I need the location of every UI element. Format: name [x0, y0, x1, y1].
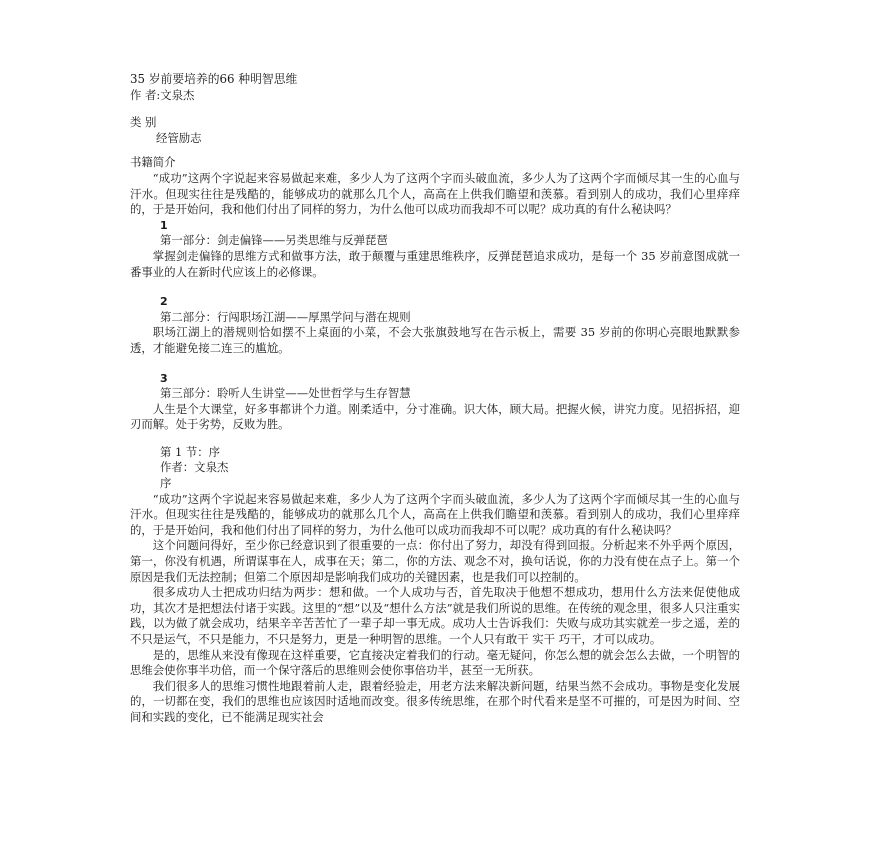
body-paragraph: 这个问题问得好，至少你已经意识到了很重要的一点：你付出了努力，却没有得到回报。分析起来不外乎两个原因，第一，你没有机遇，所谓谋事在人，成事在天；第二，你的方法、观念不对，换句话说，你的力没有使在点子上。第一个原因是我们无法控制；但第二个原因却是影响我们成功的关键因素，也是我们可以控制的。	[130, 538, 740, 584]
intro-heading: 书籍简介	[130, 155, 176, 170]
section-heading: 第 1 节：序	[160, 444, 221, 459]
section-label: 序	[160, 476, 172, 491]
part-title: 第三部分：聆听人生讲堂——处世哲学与生存智慧	[160, 386, 411, 401]
category-value: 经管励志	[156, 130, 202, 145]
document-page	[130, 72, 740, 726]
body-paragraph: 是的，思维从来没有像现在这样重要，它直接决定着我们的行动。毫无疑问，你怎么想的就会怎么去做，一个明智的思维会使你事半功倍，而一个保守落后的思维则会使你事倍功半，甚至一无所获。	[130, 647, 740, 678]
part-text: 掌握剑走偏锋的思维方式和做事方法，敢于颠覆与重建思维秩序，反弹琵琶追求成功，是每一个 35 岁前意图成就一番事业的人在新时代应该上的必修课。	[130, 248, 740, 279]
book-title: 35 岁前要培养的66 种明智思维	[130, 72, 298, 86]
part-number: 1	[160, 218, 168, 232]
body-paragraph: 我们很多人的思维习惯性地跟着前人走，跟着经验走，用老方法来解决新问题，结果当然不会成功。事物是变化发展的，一切都在变，我们的思维也应该因时适地而改变。很多传统思维，在那个时代看来是坚不可摧的，可是因为时间、空间和实践的变化，已不能满足现实社会	[130, 678, 740, 724]
body-paragraph: “成功”这两个字说起来容易做起来难，多少人为了这两个字而头破血流，多少人为了这两个字而倾尽其一生的心血与汗水。但现实往往是残酷的，能够成功的就那么几个人，高高在上供我们瞻望和羡慕。看到别人的成功，我们心里痒痒的，于是开始问，我和他们付出了同样的努力，为什么他可以成功而我却不可以呢？成功真的有什么秘诀吗？	[130, 491, 740, 537]
part-number: 3	[160, 371, 168, 385]
intro-paragraph: “成功”这两个字说起来容易做起来难，多少人为了这两个字而头破血流，多少人为了这两个字而倾尽其一生的心血与汗水。但现实往往是残酷的，能够成功的就那么几个人，高高在上供我们瞻望和羡慕。看到别人的成功，我们心里痒痒的，于是开始问，我和他们付出了同样的努力，为什么他可以成功而我却不可以呢？成功真的有什么秘诀吗？	[130, 170, 740, 217]
part-text: 人生是个大课堂，好多事都讲个力道。刚柔适中，分寸准确。识大体，顾大局。把握火候，讲究力度。见招拆招，迎刃而解。处于劣势，反败为胜。	[130, 401, 740, 432]
section-author: 作者：文泉杰	[160, 460, 229, 475]
part-text: 职场江湖上的潜规则恰如摆不上桌面的小菜，不会大张旗鼓地写在告示板上，需要 35 岁前的你明心亮眼地默默参透，才能避免接二连三的尴尬。	[130, 325, 740, 355]
part-title: 第二部分：行闯职场江湖——厚黑学问与潜在规则	[160, 309, 411, 324]
category-label: 类 别	[130, 115, 157, 130]
part-number: 2	[160, 295, 168, 309]
body-paragraph: 很多成功人士把成功归结为两步：想和做。一个人成功与否，首先取决于他想不想成功，想用什么方法来促使他成功，其次才是把想法付诸于实践。这里的“想”以及“想什么方法”就是我们所说的思维。在传统的观念里，很多人只注重实践，以为做了就会成功，结果辛辛苦苦忙了一辈子却一事无成。成功人士告诉我们：失败与成功其实就差一步之遥，差的不只是运气，不只是能力，不只是努力，更是一种明智的思维。一个人只有敢干 实干 巧干，才可以成功。	[130, 585, 740, 646]
author-line: 作 者:文泉杰	[130, 87, 195, 102]
part-title: 第一部分：剑走偏锋——另类思维与反弹琵琶	[160, 233, 388, 248]
